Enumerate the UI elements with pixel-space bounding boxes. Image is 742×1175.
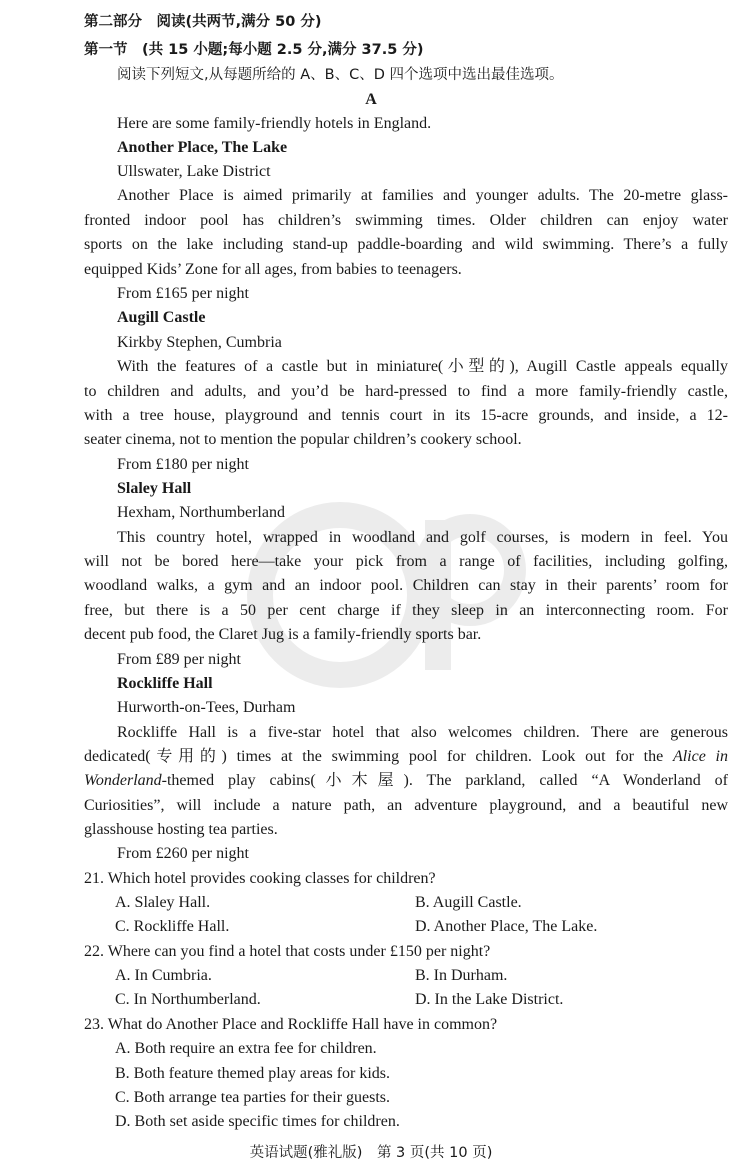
hotel-description-line: Another Place is aimed primarily at families and younger adults. The 20-metre glass-	[117, 187, 728, 204]
part-title: 第二部分 阅读(共两节,满分 50 分)	[84, 14, 322, 30]
answer-option[interactable]: A. Both require an extra fee for children.	[115, 1040, 377, 1057]
answer-option[interactable]: A. In Cumbria.	[115, 967, 212, 984]
hotel-description-line: woodland walks, a gym and an indoor pool. Children can stay in their parents’ room for	[84, 577, 728, 594]
passage-intro: Here are some family-friendly hotels in England.	[117, 115, 432, 132]
section-title: 第一节 (共 15 小题;每小题 2.5 分,满分 37.5 分)	[84, 42, 424, 58]
hotel-description-line: Curiosities”, will include a nature path, an adventure playground, and a beautiful new	[84, 797, 728, 814]
hotel-name-augill-castle: Augill Castle	[117, 309, 206, 326]
hotel-description-line: glasshouse hosting tea parties.	[84, 821, 278, 838]
hotel-description-line	[84, 769, 728, 793]
book-title-italic: Alice in	[672, 748, 728, 765]
answer-option[interactable]: B. In Durham.	[415, 967, 508, 984]
hotel-description-line: sports on the lake including stand-up paddle-boarding and wild swimming. There’s a fully	[84, 236, 728, 253]
hotel-location: Ullswater, Lake District	[117, 163, 271, 180]
hotel-price: From £180 per night	[117, 456, 249, 473]
hotel-price: From £89 per night	[117, 651, 241, 668]
book-title-italic: Wonderland	[84, 772, 162, 789]
hotel-description-line: seater cinema, not to mention the popular children’s cookery school.	[84, 431, 522, 448]
hotel-location: Kirkby Stephen, Cumbria	[117, 334, 282, 351]
answer-option[interactable]: C. Both arrange tea parties for their guests.	[115, 1089, 391, 1106]
answer-option[interactable]: A. Slaley Hall.	[115, 894, 211, 911]
hotel-description-line: With the features of a castle but in miniature(小型的), Augill Castle appeals equally	[117, 358, 728, 375]
hotel-location: Hexham, Northumberland	[117, 504, 285, 521]
question-stem: 22. Where can you find a hotel that costs under £150 per night?	[84, 943, 491, 960]
hotel-description-line: Rockliffe Hall is a five-star hotel that also welcomes children. There are generous	[117, 724, 728, 741]
answer-option[interactable]: C. Rockliffe Hall.	[115, 918, 230, 935]
passage-label: A	[365, 91, 377, 108]
instruction: 阅读下列短文,从每题所给的 A、B、C、D 四个选项中选出最佳选项。	[117, 67, 564, 83]
answer-option[interactable]: C. In Northumberland.	[115, 991, 261, 1008]
text-run: dedicated(专用的) times at the swimming pool for children. Look out for the	[84, 748, 673, 765]
hotel-description-line: decent pub food, the Claret Jug is a family-friendly sports bar.	[84, 626, 482, 643]
hotel-name-rockliffe-hall: Rockliffe Hall	[117, 675, 213, 692]
hotel-price: From £165 per night	[117, 285, 249, 302]
page-footer: 英语试题(雅礼版) 第 3 页(共 10 页)	[249, 1145, 493, 1161]
hotel-location: Hurworth-on-Tees, Durham	[117, 699, 296, 716]
hotel-name-another-place: Another Place, The Lake	[117, 139, 288, 156]
answer-option[interactable]: B. Augill Castle.	[415, 894, 522, 911]
hotel-description-line: This country hotel, wrapped in woodland and golf courses, is modern in feel. You	[117, 529, 728, 546]
hotel-name-slaley-hall: Slaley Hall	[117, 480, 192, 497]
hotel-description-line: fronted indoor pool has children’s swimming times. Older children can enjoy water	[84, 212, 728, 229]
text-run: -themed play cabins(小木屋). The parkland, called “A Wonderland of	[161, 772, 728, 789]
answer-option[interactable]: D. Another Place, The Lake.	[415, 918, 598, 935]
hotel-description-line: equipped Kids’ Zone for all ages, from babies to teenagers.	[84, 261, 462, 278]
answer-option[interactable]: D. In the Lake District.	[415, 991, 564, 1008]
answer-option[interactable]: B. Both feature themed play areas for kids.	[115, 1065, 391, 1082]
hotel-description-line: free, but there is a 50 per cent charge if they sleep in an interconnecting room. For	[84, 602, 728, 619]
question-stem: 21. Which hotel provides cooking classes for children?	[84, 870, 436, 887]
question-stem: 23. What do Another Place and Rockliffe Hall have in common?	[84, 1016, 498, 1033]
hotel-description-line: with a tree house, playground and tennis court in its 15-acre grounds, and inside, a 12-	[84, 407, 728, 424]
hotel-description-line: will not be bored here—take your pick from a range of facilities, including golfing,	[84, 553, 728, 570]
hotel-description-line	[84, 745, 728, 769]
hotel-price: From £260 per night	[117, 845, 249, 862]
hotel-description-line: to children and adults, and you’d be hard-pressed to find a more family-friendly castle,	[84, 383, 728, 400]
answer-option[interactable]: D. Both set aside specific times for children.	[115, 1113, 400, 1130]
